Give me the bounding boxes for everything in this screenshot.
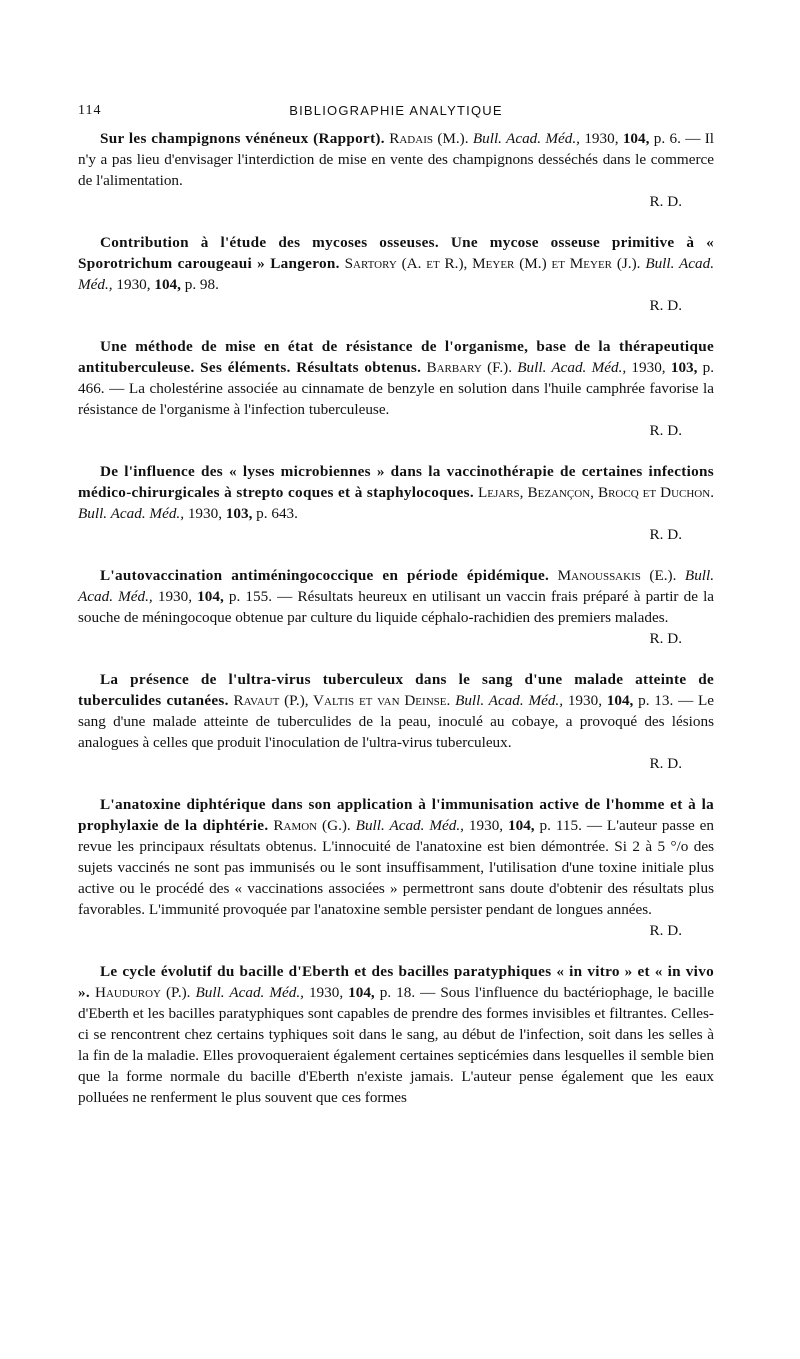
entry-title: Une méthode de mise en état de résistance de l'organisme, base de la thérapeutique antituberculeuse. Ses éléments. Résultats obtenus.: [78, 338, 714, 376]
entry-signature: R. D.: [649, 422, 682, 439]
entry-year: 1930,: [468, 817, 504, 834]
entry-authors: Manoussakis (E.).: [557, 567, 677, 584]
entry-authors: Sartory (A. et R.), Meyer (M.) et Meyer (J.).: [344, 255, 641, 272]
entry-volume: 104,: [348, 984, 375, 1001]
bibliography-entry: [78, 669, 714, 774]
entry-title: Le cycle évolutif du bacille d'Eberth et des bacilles paratyphiques « in vitro » et « in vivo ».: [78, 963, 714, 1001]
entry-journal: Bull. Acad. Méd.,: [355, 817, 464, 834]
entry-signature: R. D.: [649, 193, 682, 210]
running-title: BIBLIOGRAPHIE ANALYTIQUE: [289, 103, 503, 118]
entry-authors: Lejars, Bezançon, Brocq et Duchon.: [477, 484, 714, 501]
bibliography-entry: [78, 336, 714, 441]
entry-year: 1930,: [567, 692, 602, 709]
entry-page: p. 6.: [653, 130, 681, 147]
bibliography-entry: [78, 232, 714, 316]
entry-year: 1930,: [187, 505, 222, 522]
entry-page: p. 98.: [184, 276, 219, 293]
page-header: [78, 100, 714, 128]
entry-summary: — Résultats heureux en utilisant un vaccin frais préparé à partir de la souche de méningocoque obtenue par culture du liquide céphalo-rachidien des premiers malades.: [78, 588, 715, 626]
entry-signature: R. D.: [649, 755, 682, 772]
entry-journal: Bull. Acad. Méd.,: [517, 359, 627, 376]
entry-volume: 103,: [670, 359, 698, 376]
entry-volume: 104,: [622, 130, 650, 147]
entry-year: 1930,: [116, 276, 151, 293]
page-number: 114: [78, 103, 102, 118]
entry-volume: 104,: [508, 817, 535, 834]
entry-volume: 104,: [197, 588, 224, 605]
entry-year: 1930,: [584, 130, 619, 147]
entry-journal: Bull. Acad. Méd.,: [195, 984, 304, 1001]
entry-title: L'autovaccination antiméningococcique en période épidémique.: [100, 567, 550, 584]
entry-authors: Ramon (G.).: [273, 817, 351, 834]
entry-page: p. 13.: [638, 692, 674, 709]
entry-authors: Hauduroy (P.).: [95, 984, 191, 1001]
bibliography-entry: [78, 794, 714, 941]
entry-summary: — L'auteur passe en revue les principaux résultats obtenus. L'innocuité de l'anatoxine est bien démontrée. Si 2 à 5 °/o des sujets vaccinés ne sont pas immunisés ou le sont insuffisamment, l'utilisation d'une toxine initiale plus active ou le procédé des « vaccinations associées » permettront sans doute d'obtenir des résultats plus favorables. L'immunité provoquée par l'anatoxine semble persister pendant de longues années.: [78, 817, 715, 918]
entry-signature: R. D.: [649, 922, 682, 939]
entry-title: L'anatoxine diphtérique dans son application à l'immunisation active de l'homme et à la prophylaxie de la diphtérie.: [78, 796, 714, 834]
entry-volume: 104,: [154, 276, 181, 293]
entry-journal: Bull. Acad. Méd.,: [78, 505, 185, 522]
entry-title: La présence de l'ultra-virus tuberculeux dans le sang d'une malade atteinte de tuberculides cutanées.: [78, 671, 714, 709]
entry-title: Contribution à l'étude des mycoses osseuses. Une mycose osseuse primitive à « Sporotrichum carougeaui » Langeron.: [78, 234, 714, 272]
entry-journal: Bull. Acad. Méd.,: [472, 130, 580, 147]
entry-summary: — La cholestérine associée au cinnamate de benzyle en solution dans l'huile camphrée favorise la résistance de l'organisme à l'infection tuberculeuse.: [78, 380, 715, 418]
entry-journal: Bull. Acad. Méd.,: [78, 255, 714, 293]
entry-page: p. 18.: [379, 984, 416, 1001]
bibliography-entry: [78, 565, 714, 649]
bibliography-entry: [78, 128, 714, 212]
entry-signature: R. D.: [649, 297, 682, 314]
entry-volume: 104,: [606, 692, 634, 709]
entry-journal: Bull. Acad. Méd.,: [78, 567, 715, 605]
entry-page: p. 643.: [256, 505, 298, 522]
entry-page: p. 155.: [228, 588, 272, 605]
entry-year: 1930,: [631, 359, 666, 376]
entry-summary: — Sous l'influence du bactériophage, le bacille d'Eberth et les bacilles paratyphiques sont capables de prendre des formes invisibles et filtrantes. Celles-ci se rencontrent chez certains typhiques soit dans le sang, au début de l'infection, soit dans les selles à la fin de la maladie. Elles provoqueraient également certaines septicémies dans lesquelles il semble bien que la forme normale du bacille d'Eberth n'existe jamais. L'auteur pense également que les eaux polluées ne renferment le plus souvent que ces formes: [78, 984, 715, 1106]
entry-volume: 103,: [225, 505, 253, 522]
entry-authors: Ravaut (P.), Valtis et van Deinse.: [233, 692, 451, 709]
entry-page: p. 466.: [78, 359, 715, 397]
entry-page: p. 115.: [539, 817, 582, 834]
entry-signature: R. D.: [649, 630, 682, 647]
entry-summary: — Le sang d'une malade atteinte de tuberculides de la peau, inoculé au cobaye, a provoqué des lésions analogues à celles que produit l'inoculation de l'ultra-virus tuberculeux.: [78, 692, 715, 751]
entry-authors: Barbary (F.).: [426, 359, 513, 376]
entry-summary: — Il n'y a pas lieu d'envisager l'interdiction de mise en vente des champignons desséchés dans le commerce de l'alimentation.: [78, 130, 715, 189]
entry-signature: R. D.: [649, 526, 682, 543]
document-page: [78, 100, 714, 1108]
entry-year: 1930,: [308, 984, 344, 1001]
bibliography-entry: [78, 461, 714, 545]
entry-title: Sur les champignons vénéneux (Rapport).: [100, 130, 385, 147]
entry-authors: Radais (M.).: [389, 130, 469, 147]
entry-journal: Bull. Acad. Méd.,: [455, 692, 564, 709]
entry-title: De l'influence des « lyses microbiennes » dans la vaccinothérapie de certaines infections médico-chirurgicales à strepto coques et à staphylocoques.: [78, 463, 714, 501]
bibliography-entry: [78, 961, 714, 1108]
entry-year: 1930,: [157, 588, 193, 605]
